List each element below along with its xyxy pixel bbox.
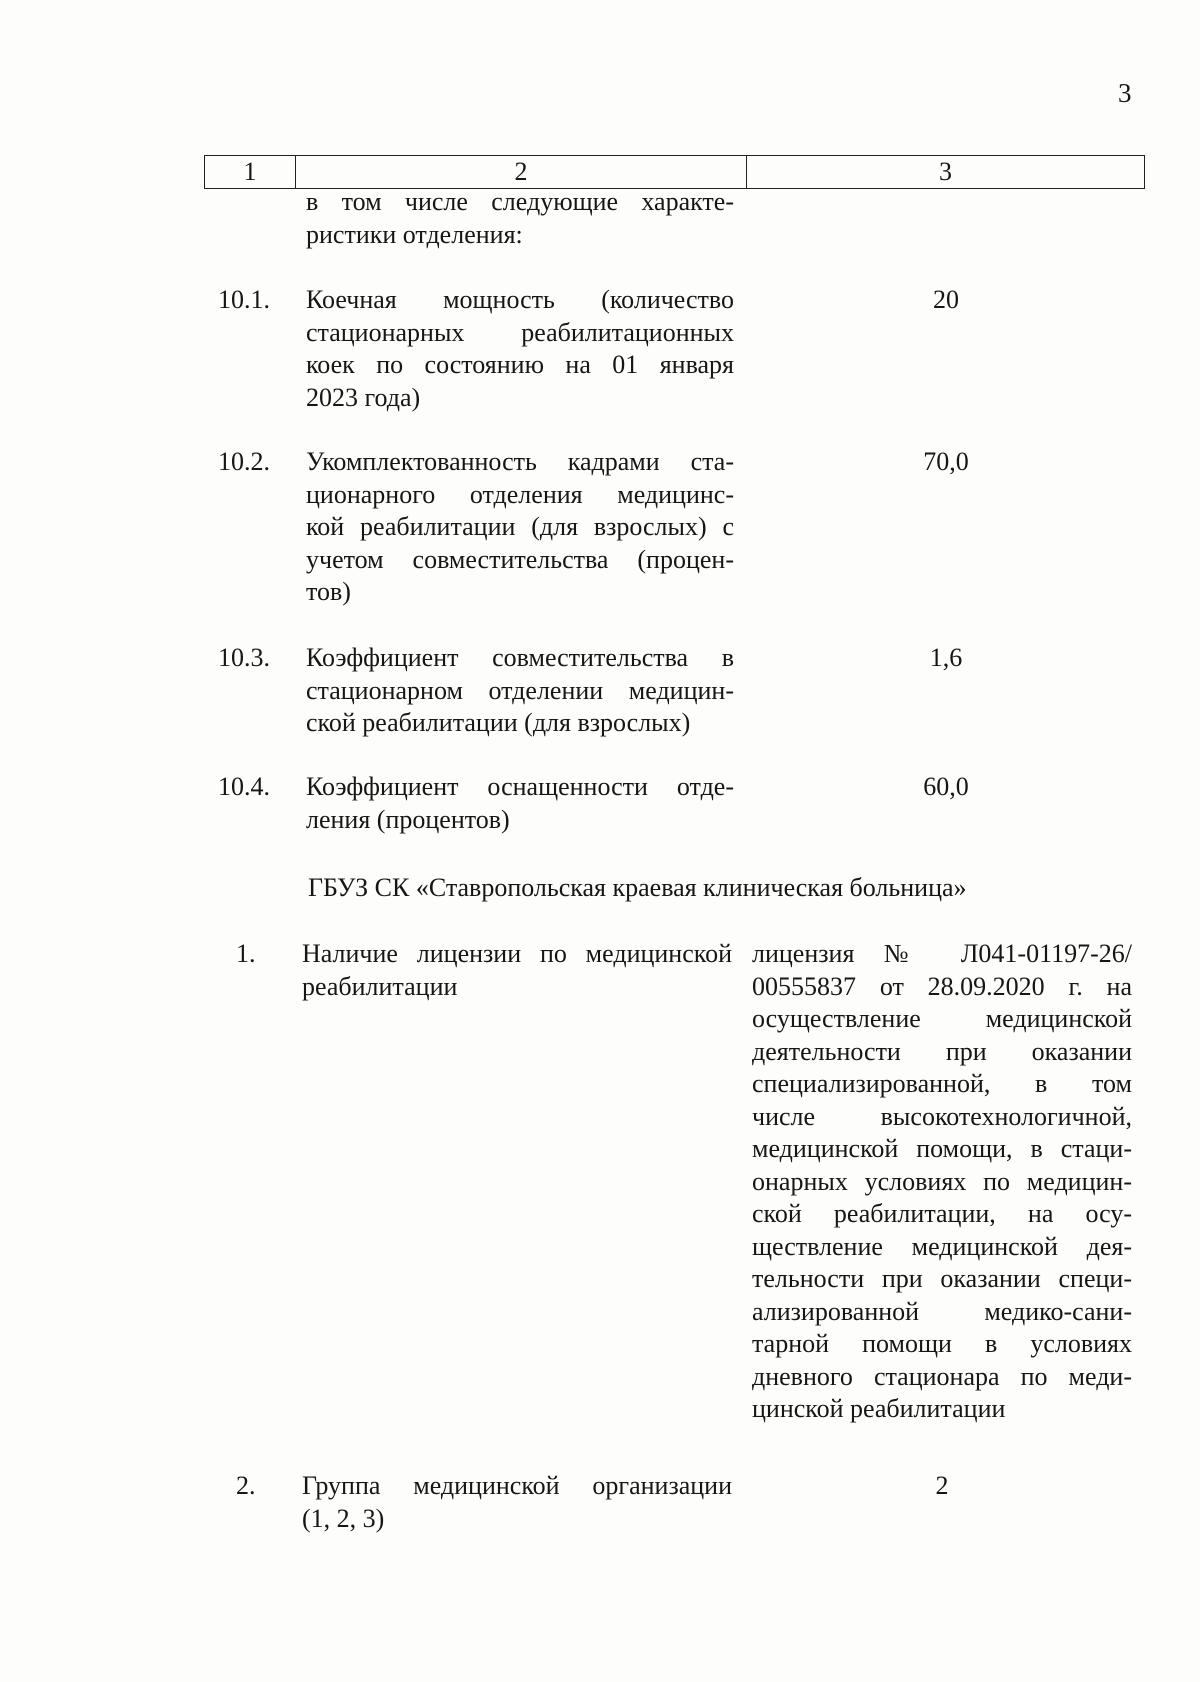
row-line: стационарном отделении медицин- [306,675,734,705]
header-col-1: 1 [205,156,296,188]
row-line: Укомплектованность кадрами ста- [306,447,734,476]
license-line: цинской реабилитации [752,1394,1006,1423]
license-line: осуществление медицинской [752,1004,1132,1033]
row-line: коек по состоянию на 01 января [306,350,734,379]
row-description [306,642,734,740]
license-line: числе высокотехнологичной, [752,1101,1132,1131]
row-line: (1, 2, 3) [302,1503,385,1533]
row-description [306,446,734,609]
row-line: 2023 года) [306,382,421,412]
row-line: тов) [306,577,351,606]
row-line: стационарных реабилитационных [306,317,734,347]
row-line: ской реабилитации (для взрослых) [306,708,691,737]
row-line: Группа медицинской организации [302,1471,732,1500]
page-number: 3 [1118,78,1132,108]
row-value: 1,6 [929,643,963,672]
intro-line: ристики отделения: [306,219,523,249]
table-header [204,155,1145,189]
header-col-3: 3 [939,157,952,186]
license-line: ализированной медико-сани- [752,1296,1132,1326]
license-line: тарной помощи в условиях [752,1329,1132,1358]
license-line: лицензия № Л041-01197-26/ [752,939,1132,968]
row-number: 10.2. [218,447,270,476]
row-number: 10.4. [218,772,270,801]
row-description [302,1470,732,1535]
row-line: Наличие лицензии по медицинской [302,939,732,968]
row-description [306,771,734,836]
row-line: Коечная мощность (количество [306,285,734,314]
row-value: 70,0 [923,447,969,476]
header-col-2: 2 [296,156,747,188]
license-line: 00555837 от 28.09.2020 г. на [752,971,1132,1001]
row-line: ления (процентов) [306,804,510,834]
row-line: ционарного отделения медицинс- [306,479,734,509]
row-value: 60,0 [923,772,969,801]
license-line: дневного стационара по меди- [752,1361,1132,1391]
license-line: медицинской помощи, в стаци- [752,1134,1132,1163]
row-description [306,284,734,414]
license-line: ществление медицинской дея- [752,1231,1132,1261]
row-line: кой реабилитации (для взрослых) с [306,512,734,541]
license-line: деятельности при оказании [752,1036,1132,1066]
license-text [752,938,1132,1426]
row-line: реабилитации [302,971,458,1001]
row-line: учетом совместительства (процен- [306,544,734,574]
row-number: 2. [236,1471,256,1500]
row-number: 10.1. [218,285,270,314]
row-description [302,938,732,1003]
license-line: ской реабилитации, на осу- [752,1199,1132,1228]
row-number: 1. [236,939,256,968]
intro-text [306,186,734,251]
intro-line: в том числе следующие характе- [306,187,734,216]
organization-title: ГБУЗ СК «Ставропольская краевая клиническая больница» [308,873,967,902]
license-line: онарных условиях по медицин- [752,1166,1132,1196]
license-line: специализированной, в том [752,1069,1132,1098]
row-line: Коэффициент оснащенности отде- [306,772,734,801]
row-number: 10.3. [218,643,270,672]
row-value: 2 [935,1471,949,1500]
row-value: 20 [933,285,959,314]
row-line: Коэффициент совместительства в [306,643,734,672]
license-line: тельности при оказании специ- [752,1264,1132,1293]
